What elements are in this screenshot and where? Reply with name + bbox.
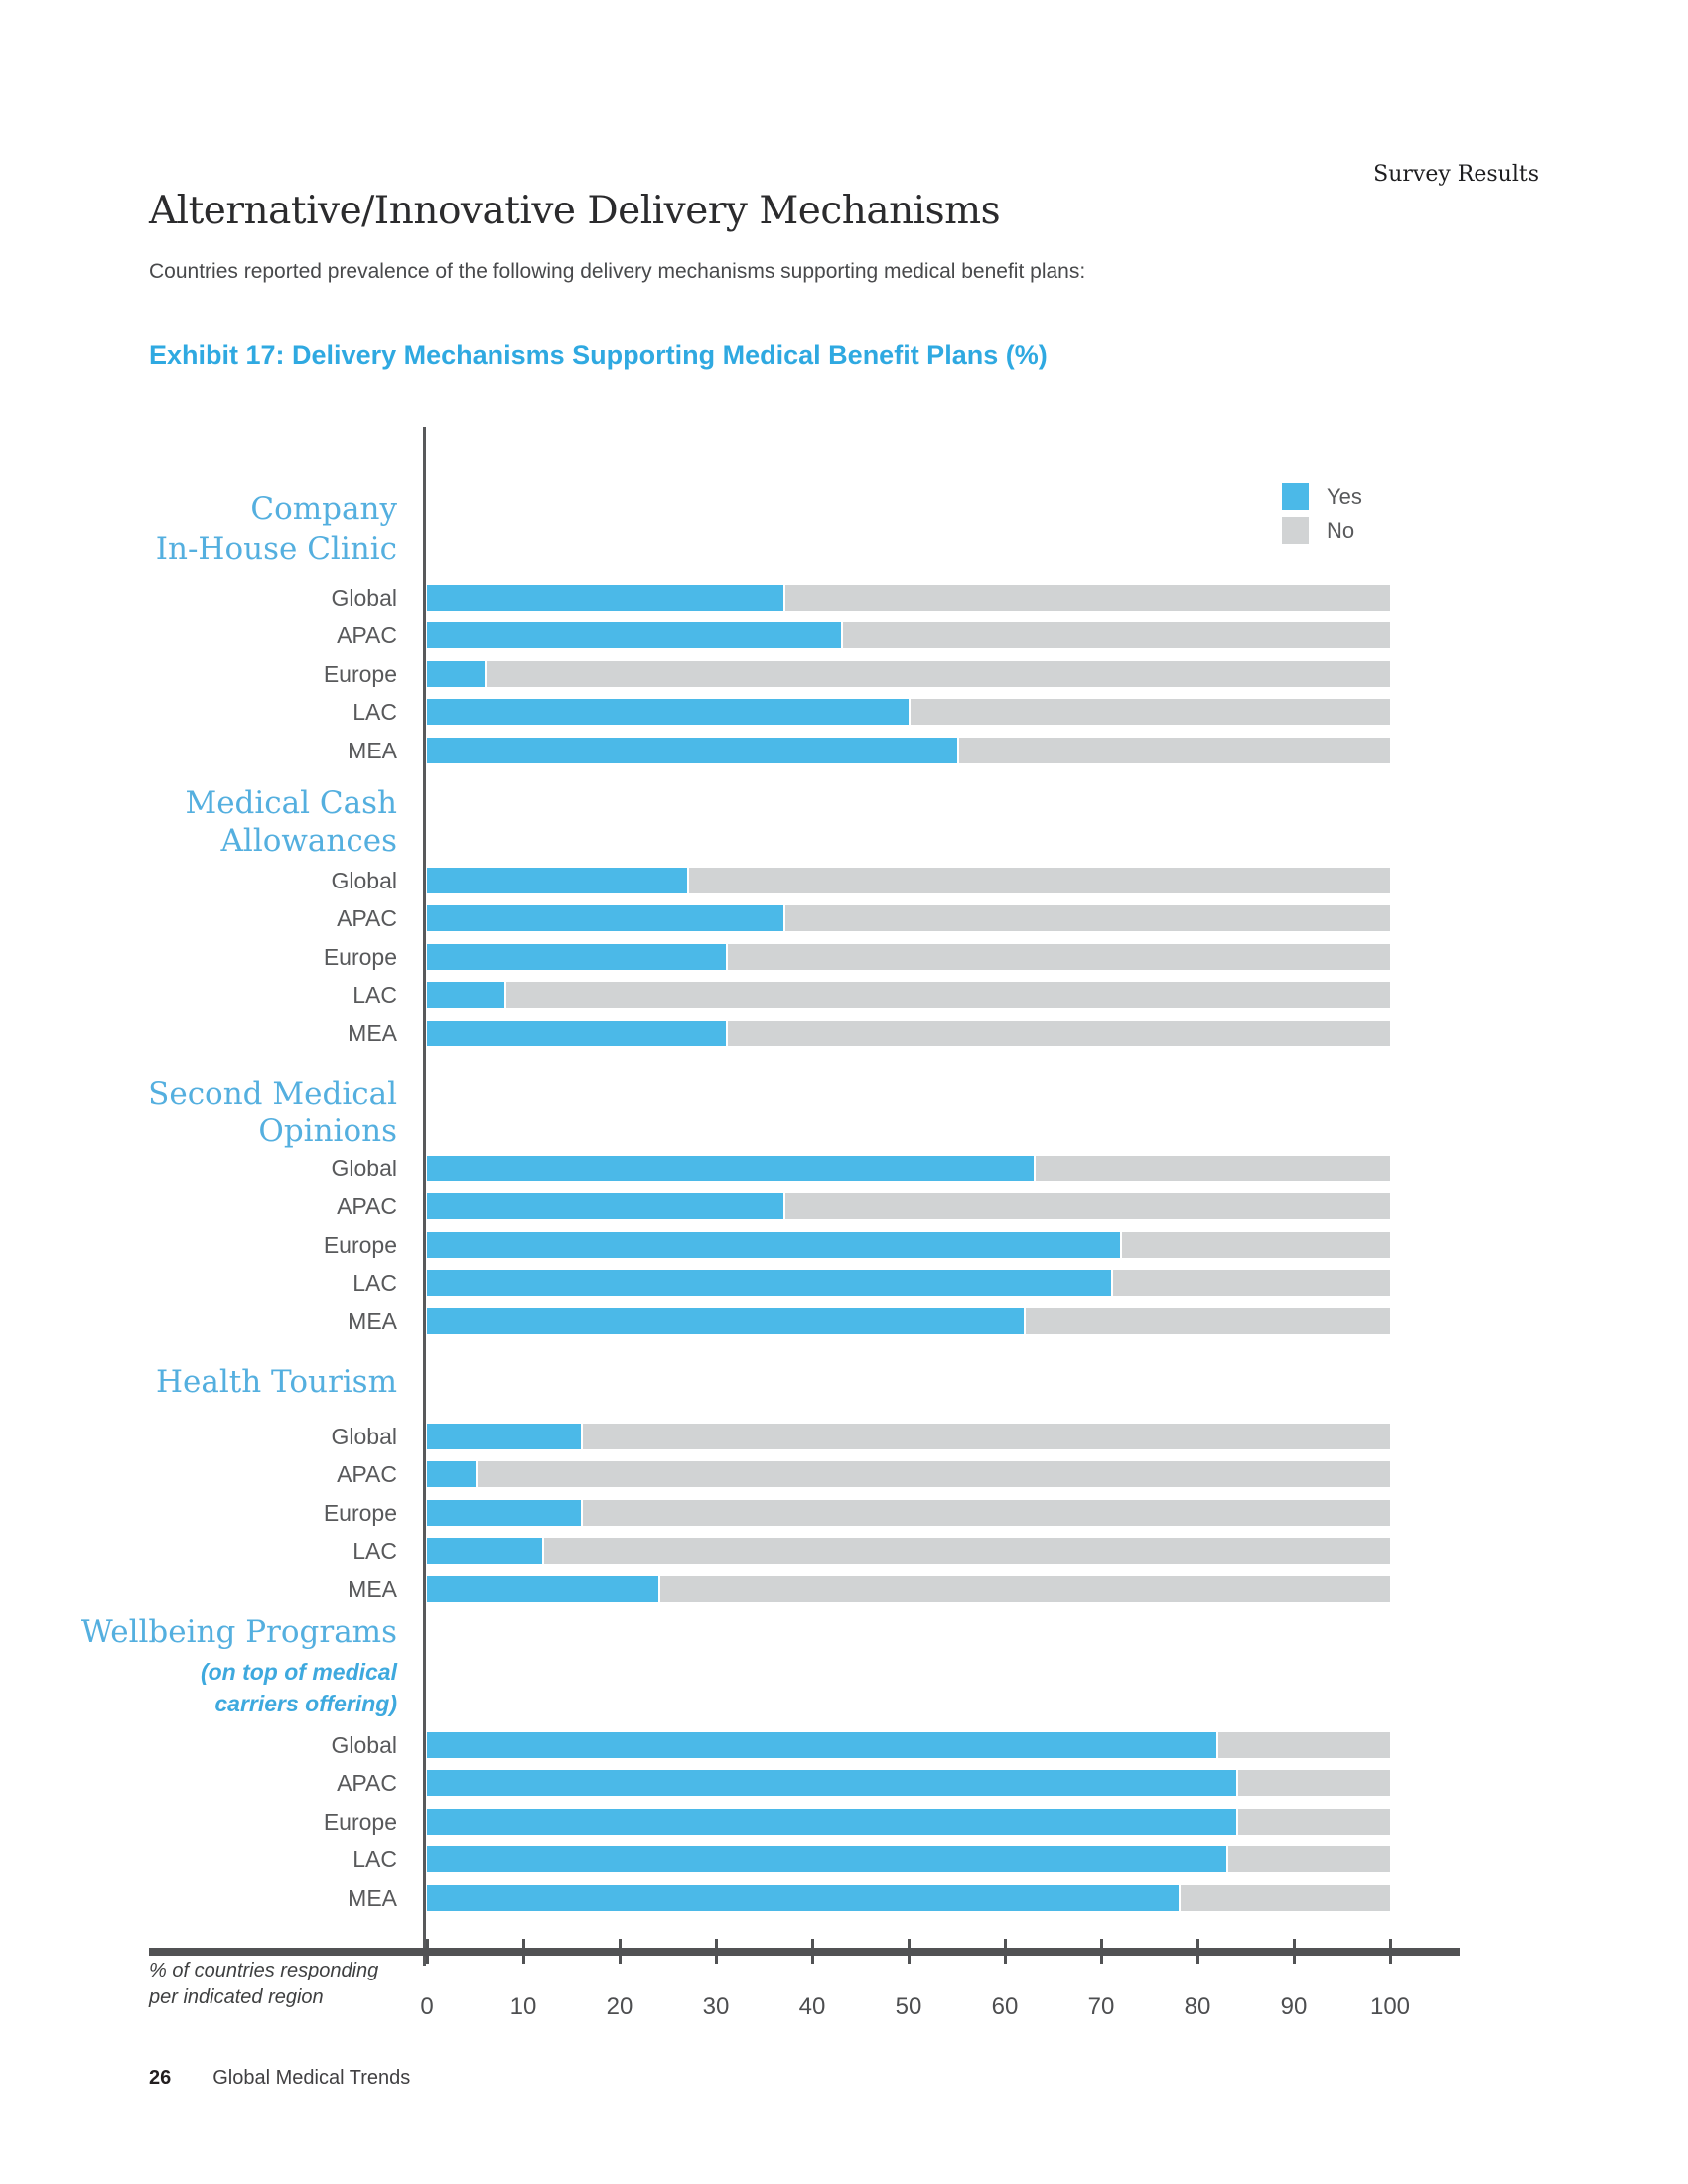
category-heading: Opinions bbox=[258, 1113, 397, 1149]
bar-yes-segment bbox=[427, 944, 726, 970]
bar-no-segment bbox=[1036, 1156, 1390, 1181]
page-title: Alternative/Innovative Delivery Mechanisms bbox=[149, 189, 1001, 233]
bar-yes-segment bbox=[427, 1232, 1120, 1258]
x-axis-tick bbox=[1293, 1939, 1296, 1964]
region-label: APAC bbox=[337, 905, 397, 932]
bar-no-segment bbox=[843, 622, 1390, 648]
legend-yes-label: Yes bbox=[1327, 483, 1362, 509]
bar-yes-segment bbox=[427, 1770, 1236, 1796]
x-axis-tick-label: 100 bbox=[1369, 1993, 1411, 2020]
bar-yes-segment bbox=[427, 1846, 1226, 1872]
exhibit-title: Exhibit 17: Delivery Mechanisms Supporting Medical Benefit Plans (%) bbox=[149, 341, 1048, 370]
x-axis-tick-label: 90 bbox=[1280, 1993, 1308, 2020]
bar-yes-segment bbox=[427, 1885, 1179, 1911]
bar-no-segment bbox=[506, 982, 1390, 1008]
bar-no-segment bbox=[1122, 1232, 1390, 1258]
x-axis-tick bbox=[1196, 1939, 1199, 1964]
bar-row bbox=[427, 1846, 1390, 1872]
bar-yes-segment bbox=[427, 1461, 476, 1487]
category-heading: In-House Clinic bbox=[155, 531, 397, 567]
bar-row bbox=[427, 1232, 1390, 1258]
legend-row-yes bbox=[1282, 483, 1362, 510]
bar-no-segment bbox=[728, 944, 1390, 970]
region-label: Europe bbox=[323, 1808, 397, 1835]
region-label: Europe bbox=[323, 943, 397, 970]
x-axis-tick-label: 70 bbox=[1087, 1993, 1115, 2020]
axis-note-line-2: per indicated region bbox=[149, 1986, 324, 2008]
bar-row bbox=[427, 1885, 1390, 1911]
x-axis-tick-label: 50 bbox=[895, 1993, 922, 2020]
region-label: MEA bbox=[348, 737, 397, 763]
region-label: MEA bbox=[348, 1020, 397, 1046]
region-label: MEA bbox=[348, 1884, 397, 1911]
bar-no-segment bbox=[1181, 1885, 1390, 1911]
bar-yes-segment bbox=[427, 1021, 726, 1046]
x-axis-tick-label: 80 bbox=[1184, 1993, 1211, 2020]
bar-no-segment bbox=[785, 1193, 1390, 1219]
category-subnote: (on top of medical bbox=[200, 1659, 397, 1685]
region-label: LAC bbox=[352, 1846, 397, 1873]
legend-row-no bbox=[1282, 517, 1362, 544]
bar-no-segment bbox=[959, 738, 1391, 763]
bar-yes-segment bbox=[427, 1500, 581, 1526]
bar-row bbox=[427, 1424, 1390, 1449]
category-subnote: carriers offering) bbox=[214, 1691, 397, 1716]
bar-no-segment bbox=[1113, 1270, 1390, 1296]
bar-yes-segment bbox=[427, 699, 909, 725]
region-label: LAC bbox=[352, 699, 397, 726]
x-axis-tick bbox=[1389, 1939, 1392, 1964]
y-axis-line bbox=[423, 427, 426, 1966]
bar-no-segment bbox=[689, 868, 1390, 893]
bar-row bbox=[427, 738, 1390, 763]
bar-yes-segment bbox=[427, 1732, 1216, 1758]
region-label: MEA bbox=[348, 1575, 397, 1602]
bar-yes-segment bbox=[427, 585, 783, 611]
region-label: Global bbox=[331, 585, 397, 611]
axis-note bbox=[149, 1958, 378, 2011]
bar-no-segment bbox=[660, 1576, 1390, 1602]
bar-row bbox=[427, 699, 1390, 725]
bar-yes-segment bbox=[427, 661, 485, 687]
footer-page-number: 26 bbox=[149, 2067, 172, 2089]
category-heading: Medical Cash bbox=[185, 785, 397, 821]
region-label: Global bbox=[331, 1732, 397, 1758]
bar-row bbox=[427, 1500, 1390, 1526]
bar-row bbox=[427, 585, 1390, 611]
footer bbox=[149, 2067, 410, 2090]
page-subtitle: Countries reported prevalence of the following delivery mechanisms supporting medical benefit plans: bbox=[149, 260, 1086, 283]
bar-yes-segment bbox=[427, 982, 504, 1008]
bar-no-segment bbox=[487, 661, 1390, 687]
bar-yes-segment bbox=[427, 1193, 783, 1219]
x-axis-tick-label: 40 bbox=[798, 1993, 826, 2020]
bar-row bbox=[427, 905, 1390, 931]
region-label: Global bbox=[331, 1156, 397, 1181]
x-axis-tick bbox=[715, 1939, 718, 1964]
bar-no-segment bbox=[1228, 1846, 1390, 1872]
bar-row bbox=[427, 1732, 1390, 1758]
region-label: LAC bbox=[352, 1270, 397, 1297]
x-axis-tick-label: 60 bbox=[991, 1993, 1019, 2020]
bar-no-segment bbox=[785, 905, 1390, 931]
bar-row bbox=[427, 1576, 1390, 1602]
header-note: Survey Results bbox=[1373, 162, 1539, 187]
bar-row bbox=[427, 868, 1390, 893]
axis-note-line-1: % of countries responding bbox=[149, 1960, 379, 1981]
bar-no-segment bbox=[785, 585, 1390, 611]
bar-row bbox=[427, 1156, 1390, 1181]
region-label: Europe bbox=[323, 1231, 397, 1258]
category-heading: Wellbeing Programs bbox=[80, 1614, 397, 1650]
category-heading: Allowances bbox=[220, 823, 397, 859]
legend-no-label: No bbox=[1327, 517, 1355, 543]
footer-text: Global Medical Trends bbox=[212, 2067, 411, 2089]
legend-no-swatch bbox=[1282, 517, 1309, 544]
bar-no-segment bbox=[1026, 1308, 1390, 1334]
bar-yes-segment bbox=[427, 1308, 1024, 1334]
bar-yes-segment bbox=[427, 1576, 658, 1602]
bar-row bbox=[427, 1021, 1390, 1046]
region-label: APAC bbox=[337, 1770, 397, 1797]
region-label: APAC bbox=[337, 1461, 397, 1488]
region-label: Global bbox=[331, 868, 397, 893]
x-axis-tick bbox=[908, 1939, 911, 1964]
category-heading: Second Medical bbox=[148, 1076, 397, 1112]
bar-no-segment bbox=[728, 1021, 1390, 1046]
x-axis-tick-label: 10 bbox=[509, 1993, 537, 2020]
region-label: Europe bbox=[323, 1499, 397, 1526]
region-label: APAC bbox=[337, 622, 397, 649]
x-axis-tick bbox=[619, 1939, 622, 1964]
bar-row bbox=[427, 1538, 1390, 1564]
bar-no-segment bbox=[1218, 1732, 1390, 1758]
category-heading: Company bbox=[250, 491, 397, 527]
bar-row bbox=[427, 1461, 1390, 1487]
x-axis-tick-label: 30 bbox=[702, 1993, 730, 2020]
x-axis-tick bbox=[522, 1939, 525, 1964]
region-label: LAC bbox=[352, 1538, 397, 1565]
category-heading: Health Tourism bbox=[156, 1364, 397, 1400]
legend-yes-swatch bbox=[1282, 483, 1309, 510]
bar-no-segment bbox=[583, 1500, 1390, 1526]
bar-yes-segment bbox=[427, 1270, 1111, 1296]
bar-yes-segment bbox=[427, 905, 783, 931]
bar-yes-segment bbox=[427, 1809, 1236, 1835]
bar-yes-segment bbox=[427, 622, 841, 648]
bar-row bbox=[427, 622, 1390, 648]
x-axis-tick-label: 20 bbox=[606, 1993, 633, 2020]
bar-row bbox=[427, 1270, 1390, 1296]
bar-no-segment bbox=[583, 1424, 1390, 1449]
bar-no-segment bbox=[911, 699, 1390, 725]
bar-row bbox=[427, 1770, 1390, 1796]
bar-yes-segment bbox=[427, 1424, 581, 1449]
bar-row bbox=[427, 944, 1390, 970]
bar-no-segment bbox=[1238, 1770, 1390, 1796]
bar-row bbox=[427, 661, 1390, 687]
bar-no-segment bbox=[1238, 1809, 1390, 1835]
legend bbox=[1282, 483, 1362, 551]
region-label: Europe bbox=[323, 660, 397, 687]
x-axis-tick-label: 0 bbox=[420, 1993, 434, 2020]
bar-row bbox=[427, 1308, 1390, 1334]
x-axis-tick bbox=[1004, 1939, 1007, 1964]
bar-yes-segment bbox=[427, 738, 957, 763]
bar-row bbox=[427, 982, 1390, 1008]
bar-no-segment bbox=[478, 1461, 1391, 1487]
x-axis-tick bbox=[811, 1939, 814, 1964]
x-axis-tick bbox=[1100, 1939, 1103, 1964]
x-axis-tick bbox=[426, 1939, 429, 1964]
bar-row bbox=[427, 1193, 1390, 1219]
region-label: LAC bbox=[352, 982, 397, 1009]
bar-yes-segment bbox=[427, 1538, 542, 1564]
bar-no-segment bbox=[544, 1538, 1390, 1564]
bar-yes-segment bbox=[427, 1156, 1034, 1181]
x-axis-line bbox=[149, 1948, 1460, 1956]
region-label: MEA bbox=[348, 1307, 397, 1334]
region-label: Global bbox=[331, 1424, 397, 1449]
bar-yes-segment bbox=[427, 868, 687, 893]
bar-row bbox=[427, 1809, 1390, 1835]
region-label: APAC bbox=[337, 1193, 397, 1220]
